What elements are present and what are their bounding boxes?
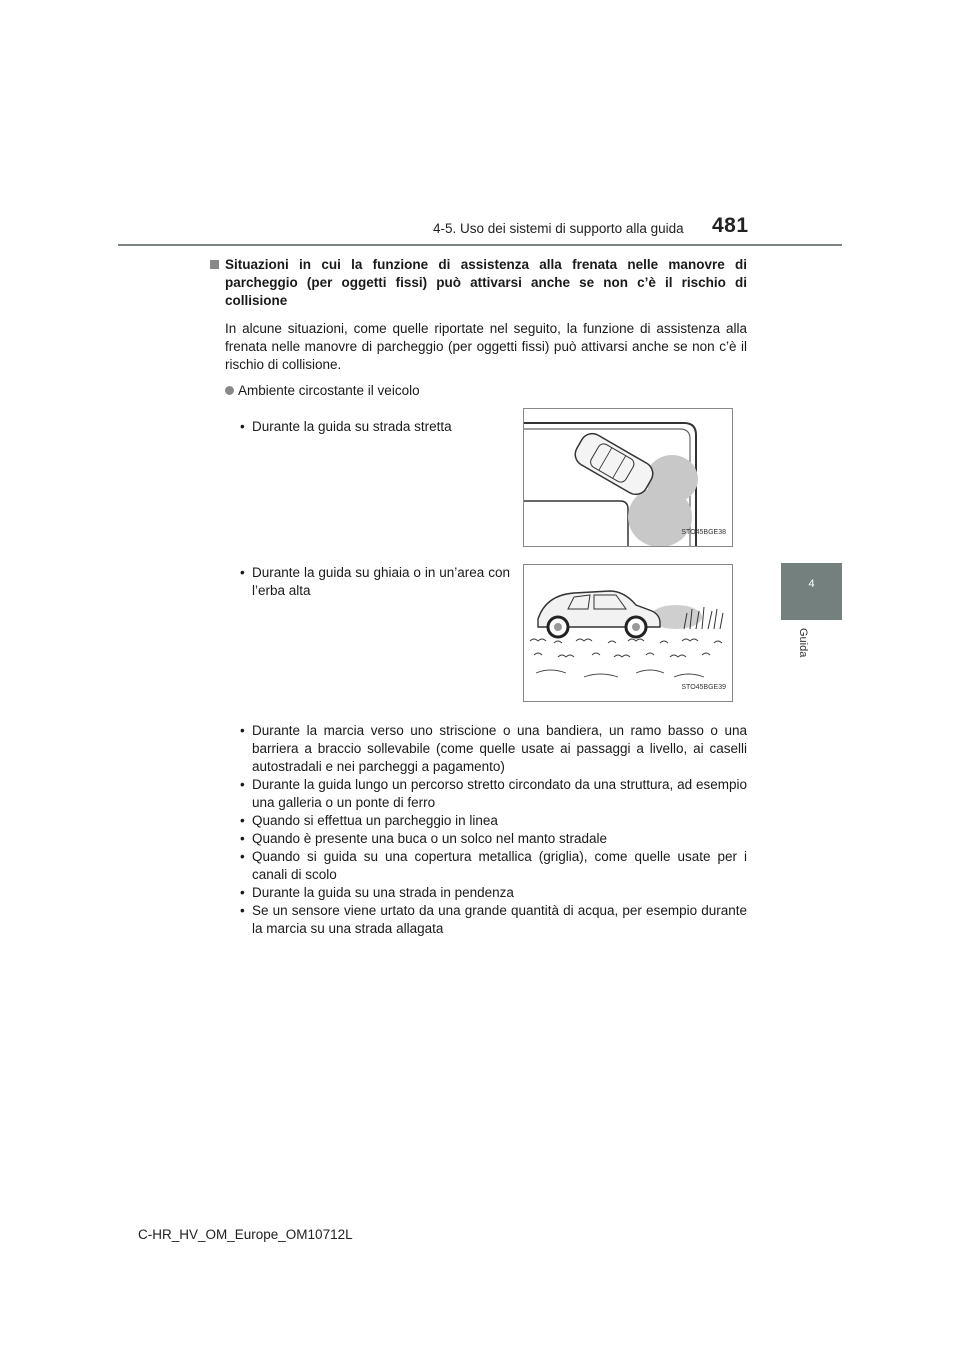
list-item: • Quando si guida su una copertura metallica (griglia), come quelle usate per i canali di scolo bbox=[240, 848, 747, 884]
list-item: • Durante la guida su una strada in pendenza bbox=[240, 884, 747, 902]
list-item: • Se un sensore viene urtato da una grande quantità di acqua, per esempio durante la marcia su una strada allagata bbox=[240, 902, 747, 938]
chapter-number: 4 bbox=[808, 578, 815, 590]
list-item: • Quando è presente una buca o un solco nel manto stradale bbox=[240, 830, 747, 848]
narrow-road-illustration bbox=[523, 408, 733, 547]
chapter-label-text: Guida bbox=[797, 628, 809, 658]
list-item: • Durante la guida su strada stretta bbox=[240, 418, 510, 436]
intro-paragraph: In alcune situazioni, come quelle riportate nel seguito, la funzione di assistenza alla frenata nelle manovre di parcheggio (per oggetti fissi) può attivarsi anche se non c’è il rischio di collisione. bbox=[225, 321, 747, 372]
header-rule bbox=[118, 244, 842, 246]
section-heading-text: Situazioni in cui la funzione di assistenza alla frenata nelle manovre di parcheggio (per oggetti fissi) può attivarsi anche se non c’è il rischio di collisione bbox=[225, 257, 747, 308]
list-item: • Durante la guida su ghiaia o in un’area con l’erba alta bbox=[240, 564, 510, 600]
circle-bullet-icon bbox=[225, 386, 234, 395]
page-header-section: 4-5. Uso dei sistemi di supporto alla guida bbox=[433, 221, 684, 236]
chapter-side-tab bbox=[781, 563, 842, 620]
subheading-text: Ambiente circostante il veicolo bbox=[238, 383, 420, 398]
subheading bbox=[225, 382, 747, 400]
list-item: • Durante la guida lungo un percorso stretto circondato da una struttura, ad esempio una galleria o un ponte di ferro bbox=[240, 776, 747, 812]
gravel-grass-illustration bbox=[523, 564, 733, 702]
situations-list bbox=[240, 722, 747, 938]
main-content bbox=[210, 256, 747, 938]
square-bullet-icon bbox=[210, 260, 219, 269]
page-number: 481 bbox=[712, 214, 749, 237]
figure-code: STO45BGE38 bbox=[681, 529, 726, 536]
figure-code: STO45BGE39 bbox=[681, 684, 726, 691]
list-item: • Quando si effettua un parcheggio in linea bbox=[240, 812, 747, 830]
footer-document-code: C-HR_HV_OM_Europe_OM10712L bbox=[138, 1227, 353, 1242]
section-heading bbox=[210, 256, 747, 310]
list-item: • Durante la marcia verso uno striscione o una bandiera, un ramo basso o una barriera a braccio sollevabile (come quelle usate ai passaggi a livello, ai caselli autostradali e nei parcheggi a pagamento) bbox=[240, 722, 747, 776]
figure-rows bbox=[210, 404, 747, 722]
chapter-label bbox=[795, 628, 809, 668]
